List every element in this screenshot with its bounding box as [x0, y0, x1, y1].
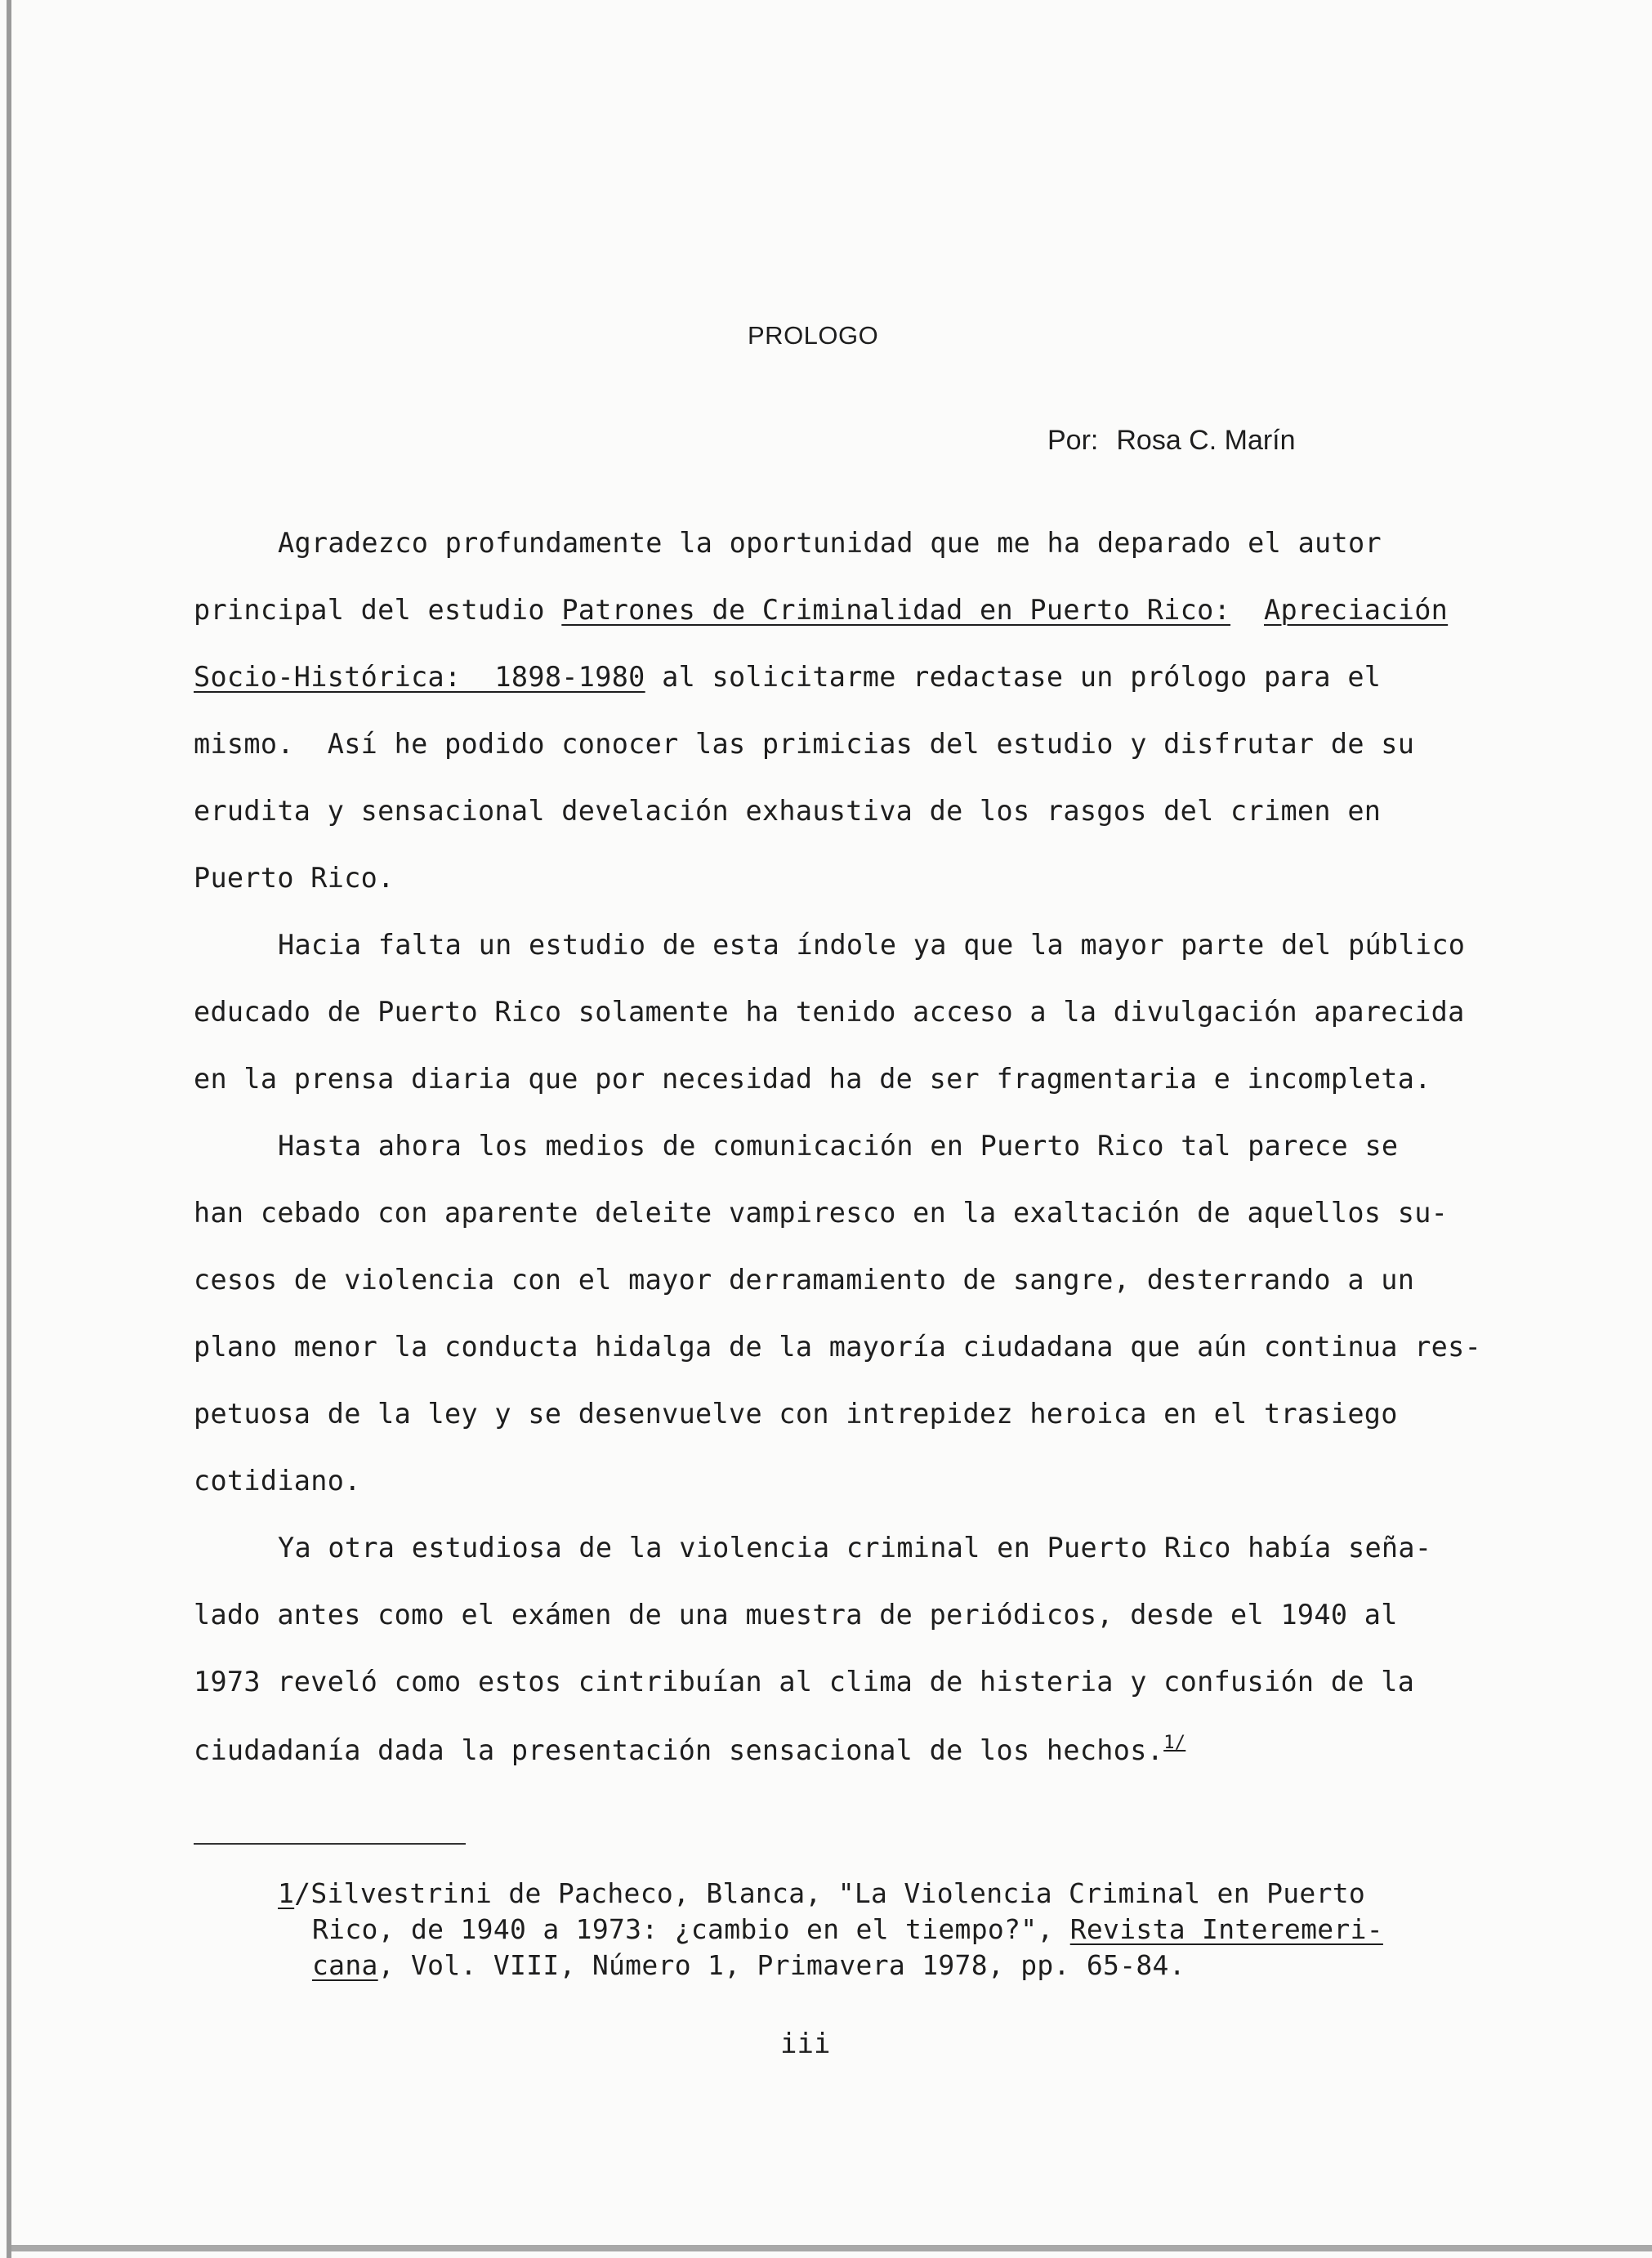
text-line: Agradezco profundamente la oportunidad que me ha deparado el autor: [278, 527, 1382, 559]
byline-author: Rosa C. Marín: [1116, 425, 1296, 456]
journal-title-part1: Revista Interemeri-: [1069, 1913, 1383, 1945]
footnote-line: [312, 1949, 1185, 1981]
text-line: petuosa de la ley y se desenvuelve con intrepidez heroica en el trasiego: [194, 1398, 1398, 1430]
byline: [1047, 425, 1296, 457]
byline-label: Por:: [1047, 425, 1099, 456]
page-title: PROLOGO: [748, 321, 879, 350]
text-segment: , Vol. VIII, Número 1, Primavera 1978, pp. 65-84.: [377, 1949, 1185, 1981]
text-line: 1973 reveló como estos cintribuían al clima de histeria y confusión de la: [194, 1666, 1415, 1698]
text-line: [194, 661, 1381, 693]
text-line: mismo. Así he podido conocer las primicias del estudio y disfrutar de su: [194, 728, 1415, 760]
text-line: Puerto Rico.: [194, 862, 395, 894]
text-line: lado antes como el exámen de una muestra de periódicos, desde el 1940 al: [194, 1599, 1398, 1631]
text-line: cesos de violencia con el mayor derramamiento de sangre, desterrando a un: [194, 1264, 1415, 1296]
footnote-reference: 1/: [1163, 1733, 1186, 1753]
text-line: plano menor la conducta hidalga de la mayoría ciudadana que aún continua res-: [194, 1331, 1482, 1363]
text-segment: ciudadanía dada la presentación sensacional de los hechos.: [194, 1734, 1164, 1766]
journal-title-part2: cana: [312, 1949, 378, 1981]
text-line: en la prensa diaria que por necesidad ha de ser fragmentaria e incompleta.: [194, 1063, 1431, 1095]
text-segment: /Silvestrini de Pacheco, Blanca, "La Violencia Criminal en Puerto: [294, 1877, 1366, 1909]
text-segment: principal del estudio: [194, 594, 562, 626]
text-segment: al solicitarme redactase un prólogo para el: [645, 661, 1382, 693]
footnote-separator: [194, 1843, 466, 1845]
scan-left-edge: [7, 0, 11, 2258]
text-line: Hasta ahora los medios de comunicación en Puerto Rico tal parece se: [278, 1130, 1399, 1162]
text-line: cotidiano.: [194, 1465, 361, 1497]
text-line: erudita y sensacional develación exhaustiva de los rasgos del crimen en: [194, 795, 1382, 827]
text-line: han cebado con aparente deleite vampiresco en la exaltación de aquellos su-: [194, 1197, 1449, 1229]
study-title-part2: Apreciación: [1264, 594, 1449, 626]
footnote-line: [312, 1913, 1383, 1945]
study-title-part3: Socio-Histórica: 1898-1980: [194, 661, 645, 693]
page-number: iii: [780, 2028, 831, 2060]
text-line: [194, 594, 1448, 626]
text-line: [194, 1733, 1185, 1766]
scan-bottom-edge: [11, 2245, 1652, 2251]
text-line: Hacia falta un estudio de esta índole ya que la mayor parte del público: [278, 929, 1466, 961]
text-line: educado de Puerto Rico solamente ha tenido acceso a la divulgación aparecida: [194, 996, 1465, 1028]
footnote-marker: 1: [278, 1877, 295, 1909]
study-title-part1: Patrones de Criminalidad en Puerto Rico:: [561, 594, 1231, 626]
text-segment: Rico, de 1940 a 1973: ¿cambio en el tiempo?",: [312, 1913, 1070, 1945]
footnote-line: [278, 1877, 1365, 1909]
text-line: Ya otra estudiosa de la violencia criminal en Puerto Rico había seña-: [278, 1532, 1432, 1564]
